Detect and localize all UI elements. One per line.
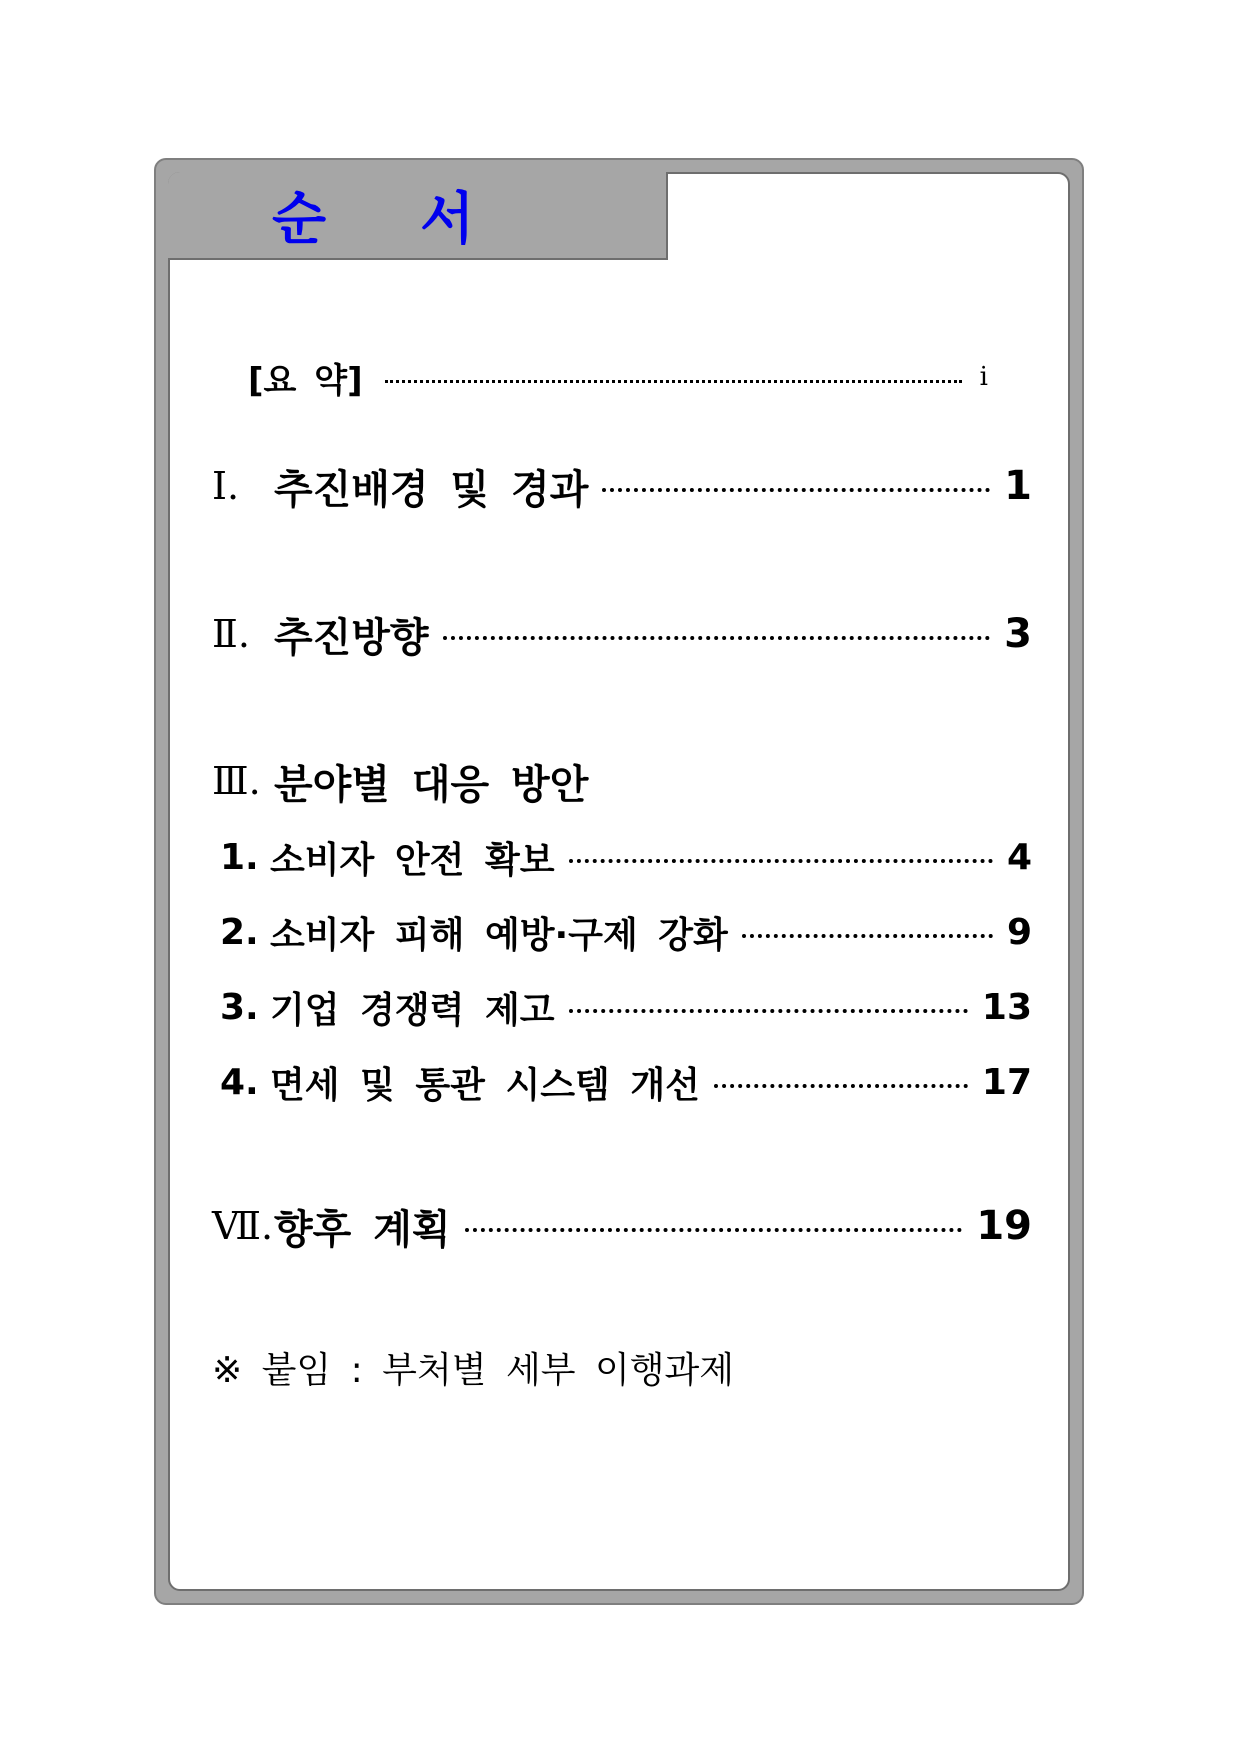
toc-page-number: 1 bbox=[1004, 463, 1032, 509]
toc-label: 소비자 안전 확보 bbox=[270, 839, 555, 881]
toc-entry-subsection-4[interactable] bbox=[220, 1057, 1032, 1107]
toc-entry-subsection-1[interactable] bbox=[220, 832, 1032, 882]
toc-label: [요 약] bbox=[248, 360, 363, 401]
subsection-number: 1. bbox=[220, 836, 259, 878]
subsection-number: 3. bbox=[220, 986, 259, 1028]
toc-label: 소비자 피해 예방·구제 강화 bbox=[270, 914, 728, 956]
dot-leader bbox=[714, 1084, 968, 1088]
dot-leader bbox=[569, 1009, 968, 1013]
title-tab bbox=[168, 172, 668, 260]
attachment-note: ※ 붙임 : 부처별 세부 이행과제 bbox=[212, 1350, 735, 1391]
toc-entry-section-3[interactable] bbox=[212, 753, 1032, 809]
toc-entry-section-2[interactable] bbox=[212, 606, 1032, 662]
subsection-number: 4. bbox=[220, 1061, 259, 1103]
page-title bbox=[272, 187, 477, 252]
toc-page-number: 3 bbox=[1004, 611, 1032, 657]
toc-page-number: 19 bbox=[976, 1203, 1032, 1249]
subsection-number: 2. bbox=[220, 911, 259, 953]
dot-leader bbox=[465, 1228, 963, 1232]
title-char-1: 순 bbox=[272, 187, 329, 252]
dot-leader bbox=[385, 380, 962, 383]
toc-label: 향후 계획 bbox=[274, 1206, 451, 1253]
section-numeral: Ⅰ. bbox=[212, 464, 240, 508]
dot-leader bbox=[443, 636, 991, 640]
toc-entry-section-7[interactable] bbox=[212, 1198, 1032, 1254]
toc-entry-summary[interactable] bbox=[248, 355, 988, 399]
toc-page-number: 17 bbox=[981, 1061, 1032, 1103]
section-numeral: Ⅲ. bbox=[212, 759, 261, 803]
toc-page-number: 9 bbox=[1006, 911, 1032, 953]
dot-leader bbox=[569, 859, 993, 863]
toc-page-number: 4 bbox=[1006, 836, 1032, 878]
dot-leader bbox=[742, 934, 993, 938]
section-numeral: Ⅶ. bbox=[212, 1204, 274, 1248]
title-char-2: 서 bbox=[420, 187, 477, 252]
toc-label: 추진방향 bbox=[274, 614, 429, 661]
toc-label: 면세 및 통관 시스템 개선 bbox=[270, 1064, 700, 1106]
toc-label: 추진배경 및 경과 bbox=[274, 466, 589, 513]
toc-entry-subsection-2[interactable] bbox=[220, 907, 1032, 957]
toc-entry-section-1[interactable] bbox=[212, 458, 1032, 514]
toc-page-number: 13 bbox=[981, 986, 1032, 1028]
dot-leader bbox=[602, 488, 990, 492]
section-numeral: Ⅱ. bbox=[212, 612, 250, 656]
toc-label: 분야별 대응 방안 bbox=[274, 761, 589, 808]
toc-page-number: i bbox=[979, 362, 988, 392]
toc-label: 기업 경쟁력 제고 bbox=[270, 989, 555, 1031]
toc-entry-subsection-3[interactable] bbox=[220, 982, 1032, 1032]
